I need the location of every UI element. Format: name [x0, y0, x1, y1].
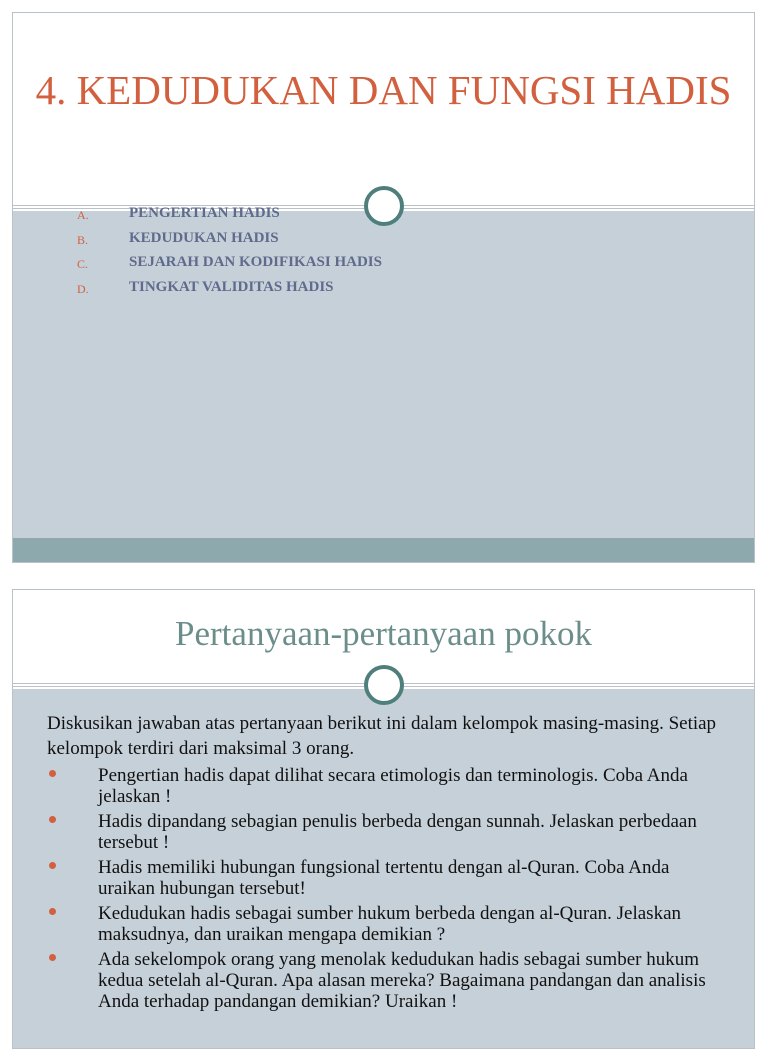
question-text: Kedudukan hadis sebagai sumber hukum berbeda dengan al-Quran. Jelaskan maksudnya, dan uraikan mengapa demikian ?	[98, 903, 682, 945]
agenda-marker: C.	[77, 257, 89, 272]
agenda-marker: B.	[77, 232, 89, 247]
agenda-marker: D.	[77, 281, 89, 296]
bullet-dot-icon	[49, 954, 56, 961]
question-list	[47, 765, 727, 1016]
agenda-label: SEJARAH DAN KODIFIKASI HADIS	[129, 254, 382, 271]
slide-1-title: 4. KEDUDUKAN DAN FUNGSI HADIS	[35, 67, 732, 113]
list-item	[47, 765, 727, 807]
question-text: Hadis dipandang sebagian penulis berbeda dengan sunnah. Jelaskan perbedaan tersebut !	[98, 811, 697, 853]
slide-1-title-area	[13, 13, 754, 211]
slide-2	[12, 589, 755, 1049]
list-item	[47, 949, 727, 1012]
list-item	[47, 903, 727, 945]
agenda-marker: A.	[77, 208, 89, 222]
bullet-dot-icon	[49, 908, 56, 915]
agenda-label: KEDUDUKAN HADIS	[129, 229, 279, 246]
circle-ornament-icon	[364, 665, 404, 705]
question-text: Pengertian hadis dapat dilihat secara etimologis dan terminologis. Coba Anda jelaskan !	[98, 765, 688, 807]
question-text: Hadis memiliki hubungan fungsional tertentu dengan al-Quran. Coba Anda uraikan hubungan tersebut!	[98, 857, 670, 899]
slide-2-title: Pertanyaan-pertanyaan pokok	[175, 614, 592, 653]
agenda-label: TINGKAT VALIDITAS HADIS	[129, 278, 334, 295]
slide-1-footer-band	[13, 538, 754, 563]
circle-ornament-icon	[364, 186, 404, 226]
question-text: Ada sekelompok orang yang menolak kedudukan hadis sebagai sumber hukum kedua setelah al-Quran. Apa alasan mereka? Bagaimana pandangan dan analisis Anda terhadap pandangan demikian? Uraikan !	[98, 949, 706, 1012]
slide-1	[12, 12, 755, 563]
bullet-dot-icon	[49, 816, 56, 823]
agenda-label: PENGERTIAN HADIS	[129, 205, 280, 221]
bullet-dot-icon	[49, 862, 56, 869]
list-item	[47, 811, 727, 853]
list-item	[47, 857, 727, 899]
slide-2-intro: Diskusikan jawaban atas pertanyaan berikut ini dalam kelompok masing-masing. Setiap kelompok terdiri dari maksimal 3 orang.	[47, 713, 717, 759]
slide-1-body	[13, 211, 754, 538]
bullet-dot-icon	[49, 770, 56, 777]
